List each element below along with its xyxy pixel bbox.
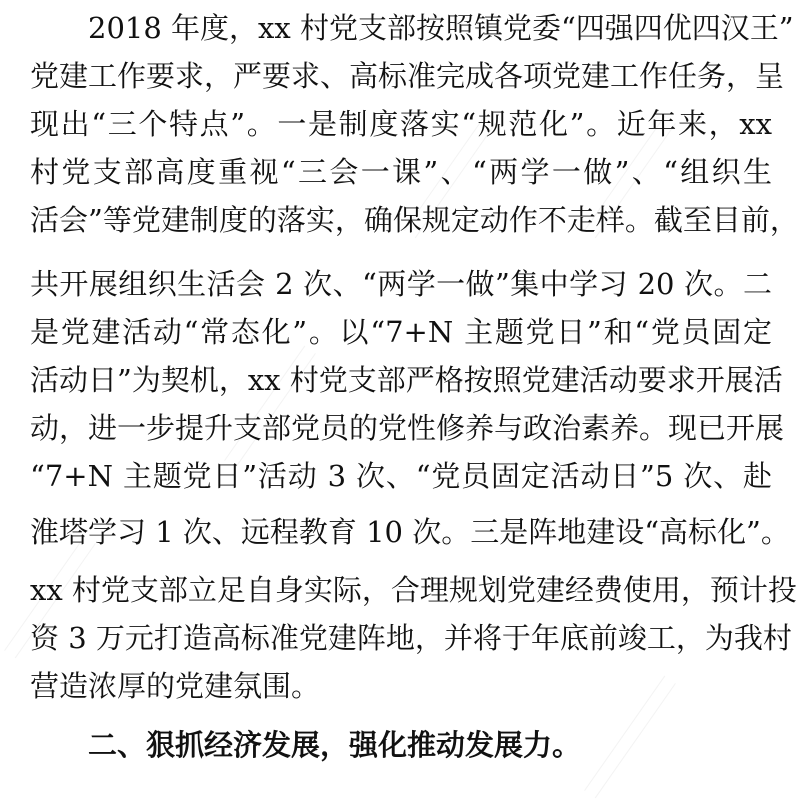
paragraph-line: “7+N 主题党日”活动 3 次、“党员固定活动日”5 次、赴 <box>30 459 772 493</box>
section-heading: 二、狠抓经济发展，强化推动发展力。 <box>88 728 582 762</box>
paragraph-line: 2018 年度，xx 村党支部按照镇党委“四强四优四汉王” <box>88 11 794 45</box>
paragraph-line: 村党支部高度重视“三会一课”、“两学一做”、“组织生 <box>30 155 772 189</box>
paragraph-line: 共开展组织生活会 2 次、“两学一做”集中学习 20 次。二 <box>30 267 772 301</box>
paragraph-line: 资 3 万元打造高标准党建阵地，并将于年底前竣工，为我村 <box>30 621 792 655</box>
paragraph-line: xx 村党支部立足自身实际，合理规划党建经费使用，预计投 <box>30 573 797 607</box>
paragraph-line: 动，进一步提升支部党员的党性修养与政治素养。现已开展 <box>30 411 785 445</box>
paragraph-line: 是党建活动“常态化”。以“7+N 主题党日”和“党员固定 <box>30 315 772 349</box>
paragraph-line: 淮塔学习 1 次、远程教育 10 次。三是阵地建设“高标化”。 <box>30 515 790 549</box>
paragraph-line: 党建工作要求，严要求、高标准完成各项党建工作任务，呈 <box>30 59 785 93</box>
paragraph-line: 活动日”为契机，xx 村党支部严格按照党建活动要求开展活 <box>30 363 783 397</box>
paragraph-line: 营造浓厚的党建氛围。 <box>30 669 321 703</box>
paragraph-line: 活会”等党建制度的落实，确保规定动作不走样。截至目前， <box>30 203 799 237</box>
paragraph-line: 现出“三个特点”。一是制度落实“规范化”。近年来，xx <box>30 107 772 141</box>
